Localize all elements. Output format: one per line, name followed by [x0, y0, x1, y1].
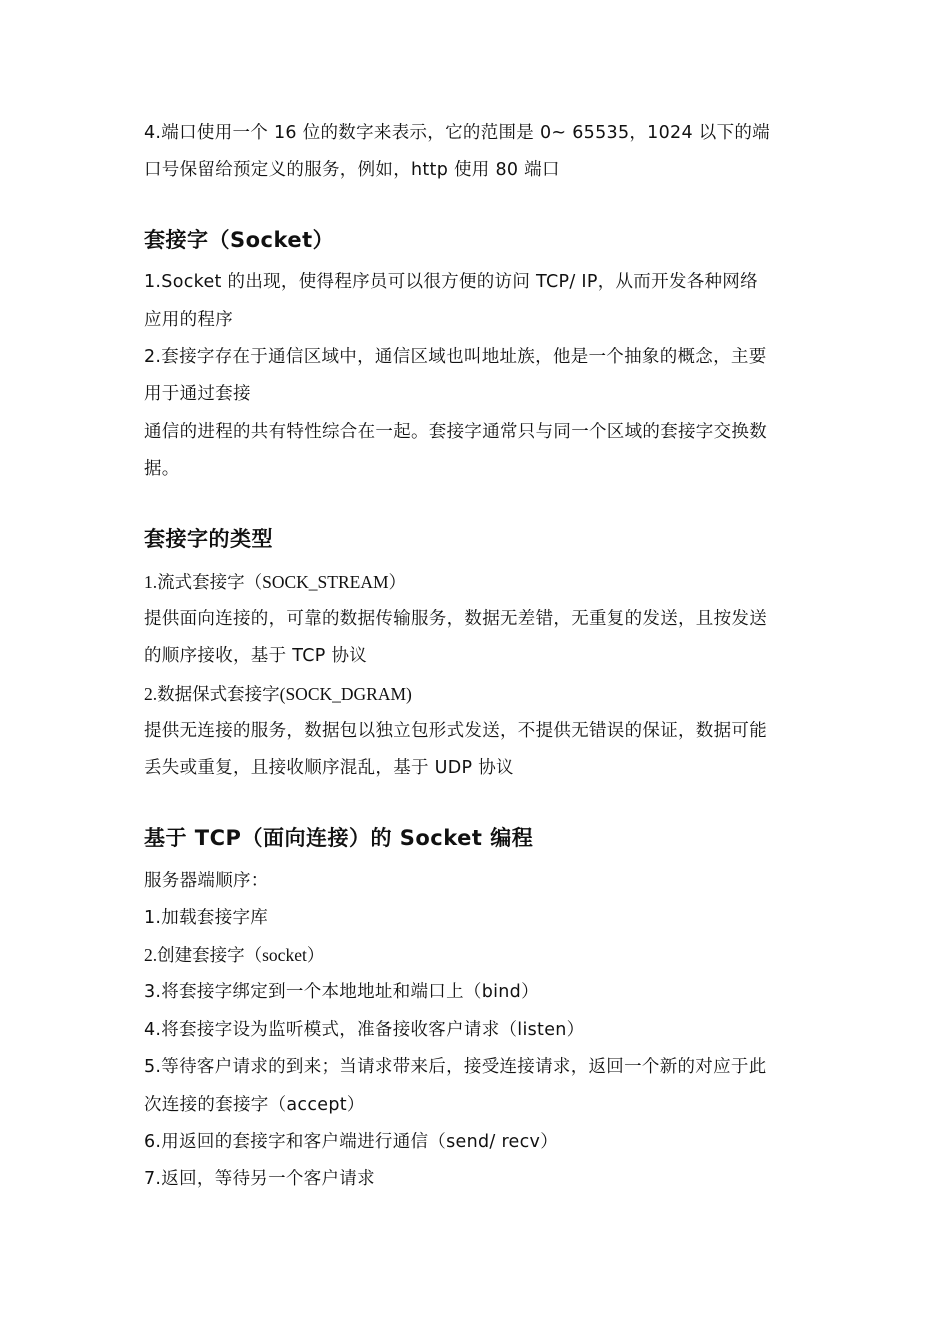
server-step-5-line-1: 5.等待客户请求的到来；当请求带来后，接受连接请求，返回一个新的对应于此: [144, 1057, 767, 1077]
server-step-7: 7.返回，等待另一个客户请求: [144, 1169, 375, 1189]
tcp-socket-heading: 基于 TCP（面向连接）的 Socket 编程: [144, 826, 534, 850]
server-step-1: 1.加载套接字库: [144, 908, 269, 928]
socket-types-heading: 套接字的类型: [144, 527, 273, 551]
port-paragraph-line-1: 4.端口使用一个 16 位的数字来表示，它的范围是 0~ 65535，1024 以下的端: [144, 123, 770, 143]
socket-paragraph-1-line-1: 1.Socket 的出现，使得程序员可以很方便的访问 TCP/ IP，从而开发各种网络: [144, 272, 758, 292]
socket-heading: 套接字（Socket）: [144, 228, 335, 252]
server-step-3: 3.将套接字绑定到一个本地地址和端口上（bind）: [144, 982, 539, 1002]
server-step-5-line-2: 次连接的套接字（accept）: [144, 1095, 365, 1115]
socket-type-2-line-2: 丢失或重复，且接收顺序混乱，基于 UDP 协议: [144, 758, 514, 778]
port-paragraph-line-2: 口号保留给预定义的服务，例如，http 使用 80 端口: [144, 160, 560, 180]
server-order-intro: 服务器端顺序：: [144, 871, 269, 891]
socket-paragraph-2-line-1: 2.套接字存在于通信区域中，通信区域也叫地址族，他是一个抽象的概念，主要: [144, 347, 767, 367]
server-step-2: 2.创建套接字（socket）: [144, 945, 325, 965]
socket-paragraph-1-line-2: 应用的程序: [144, 310, 233, 330]
socket-type-1-title: 1.流式套接字（SOCK_STREAM）: [144, 572, 407, 592]
socket-paragraph-3-line-2: 据。: [144, 459, 180, 479]
socket-paragraph-2-line-2: 用于通过套接: [144, 384, 251, 404]
server-step-6: 6.用返回的套接字和客户端进行通信（send/ recv）: [144, 1132, 558, 1152]
socket-paragraph-3-line-1: 通信的进程的共有特性综合在一起。套接字通常只与同一个区域的套接字交换数: [144, 422, 767, 442]
socket-type-1-line-2: 的顺序接收，基于 TCP 协议: [144, 646, 368, 666]
server-step-4: 4.将套接字设为监听模式，准备接收客户请求（listen）: [144, 1020, 585, 1040]
socket-type-2-title: 2.数据保式套接字(SOCK_DGRAM): [144, 684, 412, 704]
socket-type-2-line-1: 提供无连接的服务，数据包以独立包形式发送，不提供无错误的保证，数据可能: [144, 721, 767, 741]
socket-type-1-line-1: 提供面向连接的，可靠的数据传输服务，数据无差错，无重复的发送，且按发送: [144, 609, 767, 629]
